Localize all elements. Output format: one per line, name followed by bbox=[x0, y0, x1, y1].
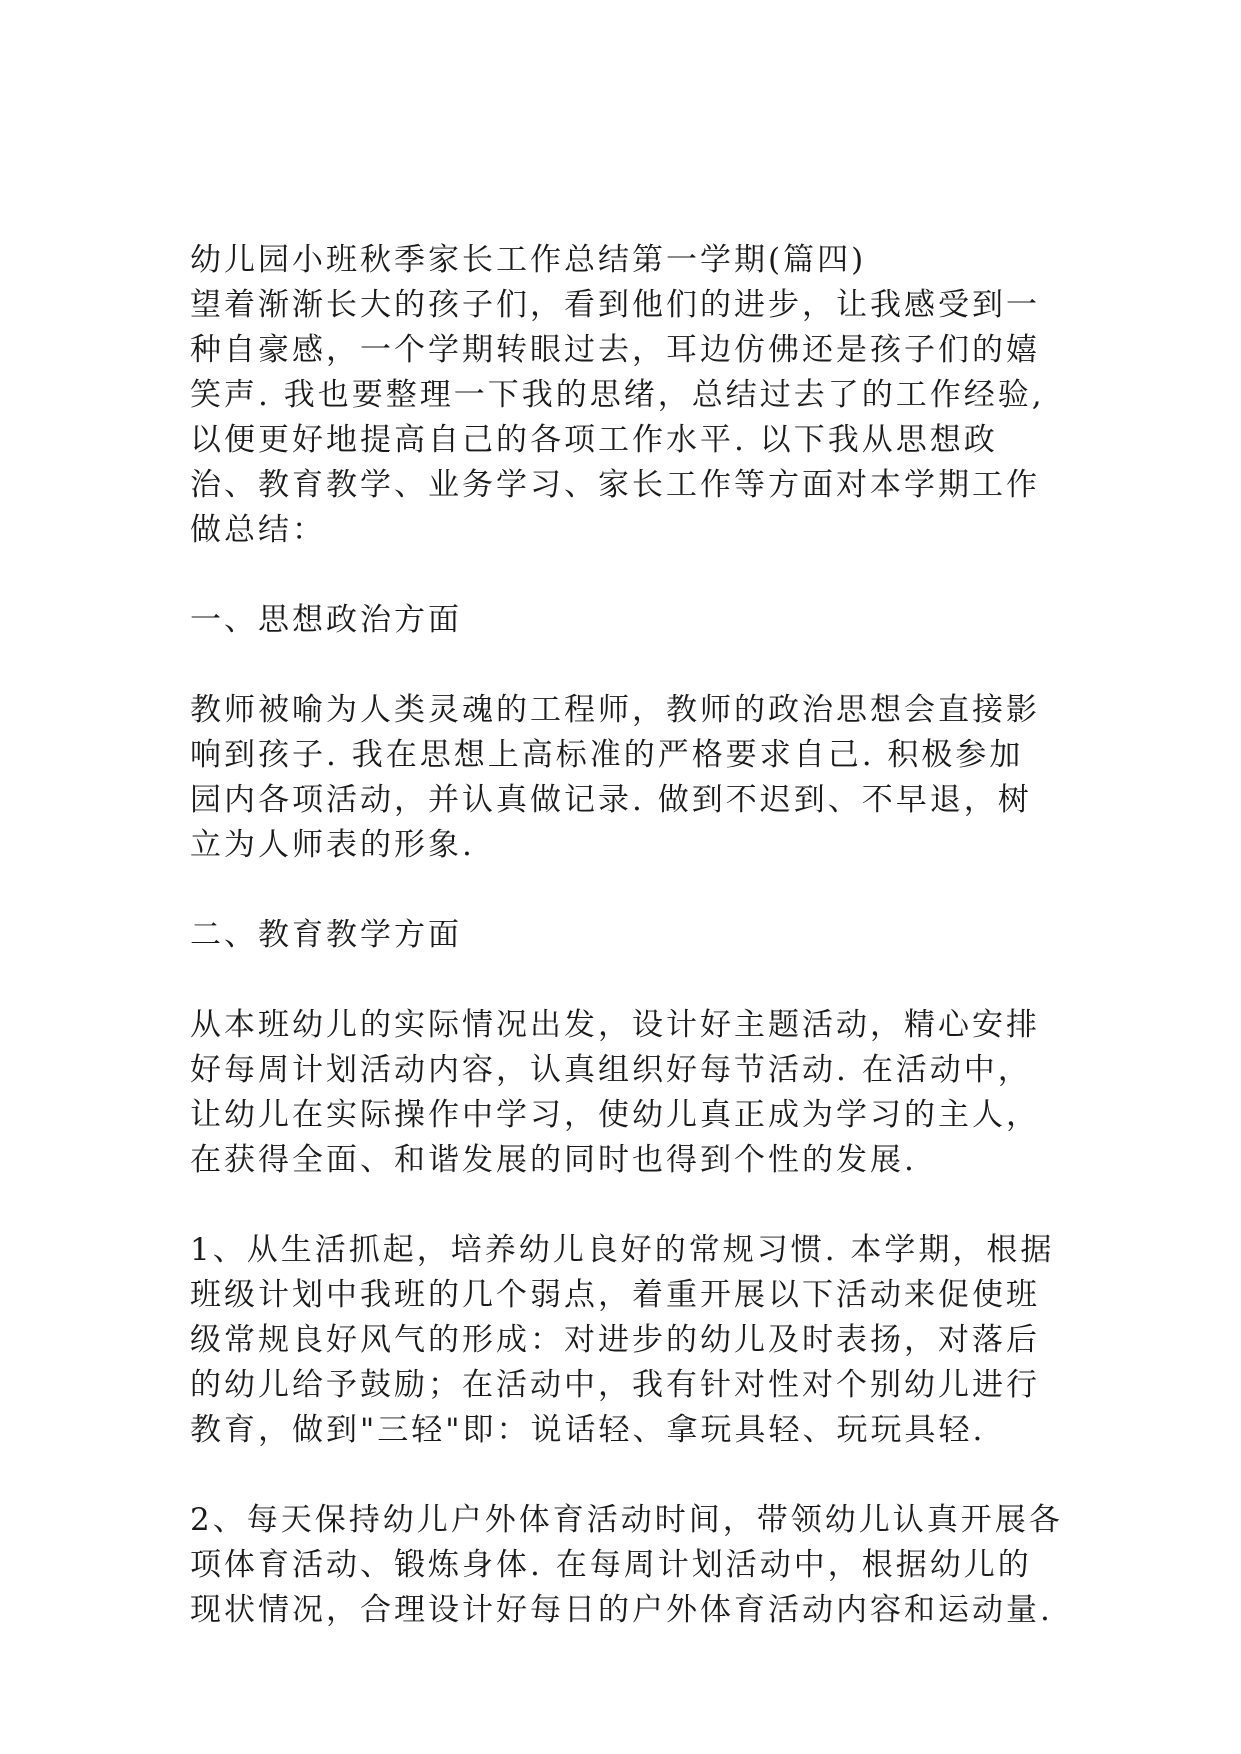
text-line: 1、从生活抓起，培养幼儿良好的常规习惯. 本学期，根据 bbox=[190, 1232, 1055, 1268]
text-line: 做总结： bbox=[190, 512, 326, 548]
text-line: 2、每天保持幼儿户外体育活动时间，带领幼儿认真开展各 bbox=[190, 1502, 1063, 1538]
paragraph-gap bbox=[190, 553, 1050, 598]
section-heading: 二、教育教学方面 bbox=[190, 917, 462, 953]
text-line: 的幼儿给予鼓励；在活动中，我有针对性对个别幼儿进行 bbox=[190, 1367, 1040, 1403]
paragraph-gap bbox=[190, 643, 1050, 688]
text-line: 治、教育教学、业务学习、家长工作等方面对本学期工作 bbox=[190, 467, 1040, 503]
text-line: 种自豪感，一个学期转眼过去，耳边仿佛还是孩子们的嬉 bbox=[190, 332, 1040, 368]
text-line: 让幼儿在实际操作中学习，使幼儿真正成为学习的主人， bbox=[190, 1097, 1040, 1133]
section-heading: 一、思想政治方面 bbox=[190, 602, 462, 638]
document-title: 幼儿园小班秋季家长工作总结第一学期(篇四) bbox=[190, 242, 867, 278]
text-line: 教师被喻为人类灵魂的工程师，教师的政治思想会直接影 bbox=[190, 692, 1040, 728]
paragraph-gap bbox=[190, 1183, 1050, 1228]
text-line: 笑声. 我也要整理一下我的思绪，总结过去了的工作经验, bbox=[190, 377, 1045, 413]
text-line: 响到孩子. 我在思想上高标准的严格要求自己. 积极参加 bbox=[190, 737, 1024, 773]
item2-paragraph bbox=[190, 1498, 1063, 1633]
text-line: 级常规良好风气的形成：对进步的幼儿及时表扬，对落后 bbox=[190, 1322, 1040, 1358]
text-line: 好每周计划活动内容，认真组织好每节活动. 在活动中， bbox=[190, 1052, 1032, 1088]
document-page bbox=[190, 238, 1063, 1633]
paragraph-gap bbox=[190, 1453, 1050, 1498]
intro-paragraph bbox=[190, 283, 1050, 553]
section1-paragraph bbox=[190, 688, 1050, 868]
text-line: 园内各项活动，并认真做记录. 做到不迟到、不早退，树 bbox=[190, 782, 1032, 818]
text-line: 立为人师表的形象. bbox=[190, 827, 475, 863]
text-line: 教育，做到"三轻"即：说话轻、拿玩具轻、玩玩具轻. bbox=[190, 1412, 986, 1448]
section2-paragraph bbox=[190, 1003, 1050, 1183]
text-line: 从本班幼儿的实际情况出发，设计好主题活动，精心安排 bbox=[190, 1007, 1040, 1043]
text-line: 班级计划中我班的几个弱点，着重开展以下活动来促使班 bbox=[190, 1277, 1040, 1313]
text-line: 项体育活动、锻炼身体. 在每周计划活动中，根据幼儿的 bbox=[190, 1547, 1032, 1583]
paragraph-gap bbox=[190, 868, 1050, 913]
text-line: 望着渐渐长大的孩子们，看到他们的进步，让我感受到一 bbox=[190, 287, 1040, 323]
paragraph-gap bbox=[190, 958, 1050, 1003]
item1-paragraph bbox=[190, 1228, 1055, 1453]
text-line: 以便更好地提高自己的各项工作水平. 以下我从思想政 bbox=[190, 422, 998, 458]
text-line: 现状情况，合理设计好每日的户外体育活动内容和运动量. bbox=[190, 1592, 1053, 1628]
text-line: 在获得全面、和谐发展的同时也得到个性的发展. bbox=[190, 1142, 917, 1178]
